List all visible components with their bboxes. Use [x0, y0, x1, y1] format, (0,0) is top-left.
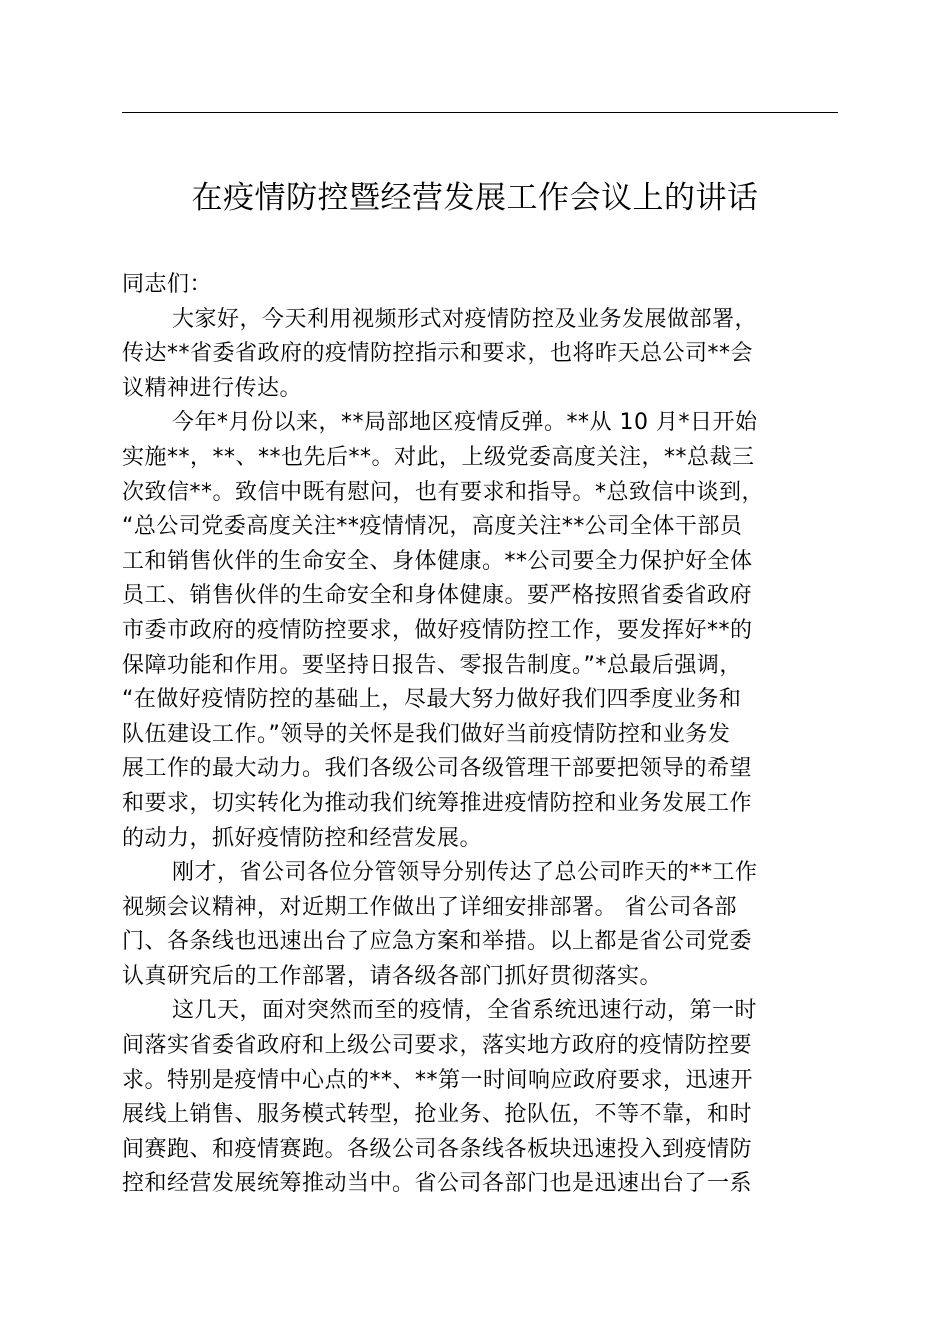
document-title: 在疫情防控暨经营发展工作会议上的讲话 [191, 180, 759, 216]
paragraph-line: 传达**省委省政府的疫情防控指示和要求，也将昨天总公司**会 [122, 341, 754, 367]
header-rule [122, 112, 838, 113]
paragraph-line: 次致信**。致信中既有慰问，也有要求和指导。*总致信中谈到， [122, 479, 765, 505]
paragraph-line: “总公司党委高度关注**疫情情况，高度关注**公司全体干部员 [122, 514, 743, 540]
paragraph-line: 队伍建设工作。”领导的关怀是我们做好当前疫情防控和业务发 [122, 721, 731, 747]
paragraph-line: 间落实省委省政府和上级公司要求，落实地方政府的疫情防控要 [122, 1033, 753, 1059]
paragraph-4 [122, 994, 838, 1202]
paragraph-line: 视频会议精神，对近期工作做出了详细安排部署。 省公司各部 [122, 894, 737, 920]
paragraph-line: 这几天，面对突然而至的疫情，全省系统迅速行动，第一时 [172, 998, 758, 1024]
paragraph-line: 门、各条线也迅速出台了应急方案和举措。以上都是省公司党委 [122, 929, 753, 955]
paragraph-2 [122, 406, 838, 856]
paragraph-line: 间赛跑、和疫情赛跑。各级公司各条线各板块迅速投入到疫情防 [122, 1136, 753, 1162]
paragraph-line: 展线上销售、服务模式转型，抢业务、抢队伍，不等不靠，和时 [122, 1102, 753, 1128]
paragraph-line: 求。特别是疫情中心点的**、**第一时间响应政府要求，迅速开 [122, 1067, 754, 1093]
paragraph-line: 今年*月份以来，**局部地区疫情反弹。**从 10 月*日开始 [172, 410, 758, 436]
paragraph-line: 员工、销售伙伴的生命安全和身体健康。要严格按照省委省政府 [122, 583, 753, 609]
salutation: 同志们： [122, 272, 213, 297]
paragraph-line: 议精神进行传达。 [122, 375, 303, 401]
paragraph-line: 实施**，**、**也先后**。对此，上级党委高度关注，**总裁三 [122, 444, 755, 470]
paragraph-line: 和要求，切实转化为推动我们统筹推进疫情防控和业务发展工作 [122, 790, 753, 816]
paragraph-line: “在做好疫情防控的基础上，尽最大努力做好我们四季度业务和 [122, 687, 742, 713]
document-body [122, 268, 838, 1202]
paragraph-1 [122, 303, 838, 407]
paragraph-line: 保障功能和作用。要坚持日报告、零报告制度。”*总最后强调， [122, 652, 742, 678]
paragraph-line: 刚才，省公司各位分管领导分别传达了总公司昨天的**工作 [172, 860, 758, 886]
paragraph-line: 认真研究后的工作部署，请各级各部门抓好贯彻落实。 [122, 963, 663, 989]
paragraph-line: 工和销售伙伴的生命安全、身体健康。**公司要全力保护好全体 [122, 548, 753, 574]
paragraph-3 [122, 856, 838, 994]
paragraph-line: 大家好，今天利用视频形式对疫情防控及业务发展做部署， [172, 306, 758, 332]
paragraph-line: 市委市政府的疫情防控要求，做好疫情防控工作，要发挥好**的 [122, 617, 753, 643]
paragraph-line: 控和经营发展统筹推动当中。省公司各部门也是迅速出台了一系 [122, 1171, 753, 1197]
paragraph-line: 的动力，抓好疫情防控和经营发展。 [122, 825, 483, 851]
paragraph-line: 展工作的最大动力。我们各级公司各级管理干部要把领导的希望 [122, 756, 753, 782]
